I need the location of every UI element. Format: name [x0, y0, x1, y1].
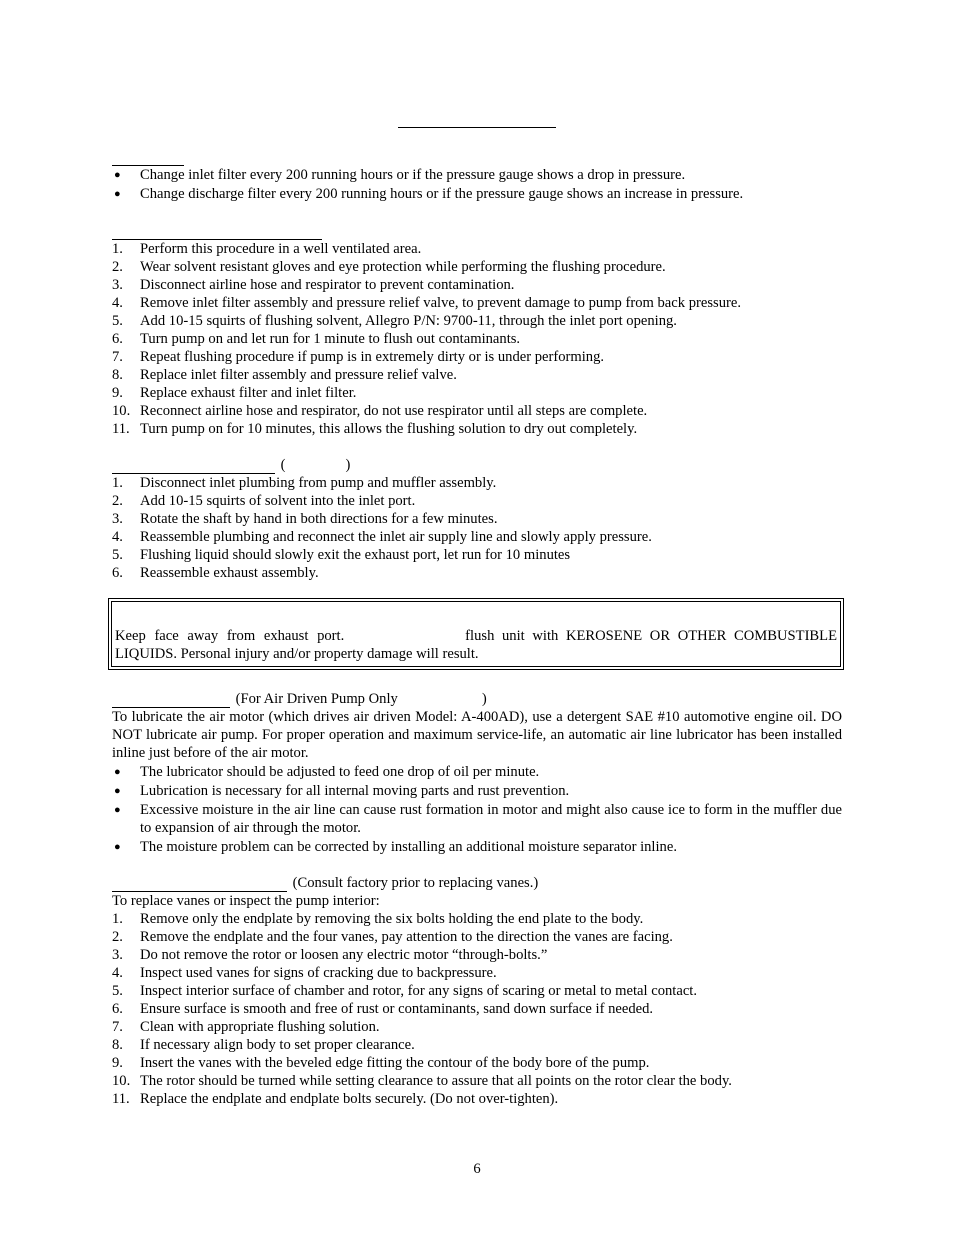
step-text: Replace exhaust filter and inlet filter.	[140, 385, 357, 401]
step-text: Add 10-15 squirts of solvent into the inlet port.	[140, 493, 416, 509]
step-text: Insert the vanes with the beveled edge fitting the contour of the body bore of the pump.	[140, 1055, 650, 1071]
list-item	[112, 564, 842, 582]
list-item	[112, 492, 842, 510]
step-number: 4.	[112, 529, 123, 545]
step-number: 5.	[112, 313, 123, 329]
step-text: Repeat flushing procedure if pump is in extremely dirty or is under performing.	[140, 349, 605, 365]
list-item: ● Change discharge filter every 200 running hours or if the pressure gauge shows an increase in pressure.	[114, 186, 744, 202]
step-text: Inspect used vanes for signs of cracking due to backpressure.	[140, 965, 497, 981]
list-item	[112, 402, 842, 420]
step-text: Clean with appropriate flushing solution.	[140, 1019, 380, 1035]
step-number: 10.	[112, 403, 131, 419]
step-text: Inspect interior surface of chamber and rotor, for any signs of scaring or metal to metal contact.	[140, 983, 698, 999]
list-item: ● Lubrication is necessary for all internal moving parts and rust prevention.	[114, 783, 570, 799]
step-number: 11.	[112, 1091, 130, 1107]
step-number: 2.	[112, 493, 123, 509]
filters-list	[112, 166, 842, 203]
flushing-section	[112, 222, 842, 438]
step-number: 1.	[112, 911, 123, 927]
lubrication-heading: (For Air Driven Pump Only )	[112, 690, 842, 708]
lubrication-section	[112, 690, 842, 856]
list-item	[112, 348, 842, 366]
list-item	[112, 1018, 842, 1036]
list-item	[112, 1054, 842, 1072]
list-item	[112, 928, 842, 946]
filters-heading	[112, 148, 842, 166]
page-number: 6	[473, 1161, 481, 1177]
vanes-heading: (Consult factory prior to replacing vanes.)	[112, 874, 842, 892]
step-number: 1.	[112, 241, 123, 257]
bullet-icon: ●	[114, 766, 121, 778]
list-item	[112, 510, 842, 528]
step-number: 9.	[112, 385, 123, 401]
step-number: 3.	[112, 277, 123, 293]
step-text: Rotate the shaft by hand in both directions for a few minutes.	[140, 511, 498, 527]
step-text: Remove inlet filter assembly and pressure relief valve, to prevent damage to pump from back pressure.	[140, 295, 741, 311]
bullet-icon: ●	[114, 785, 121, 797]
list-item	[112, 366, 842, 384]
step-text: Replace inlet filter assembly and pressure relief valve.	[140, 367, 457, 383]
list-item: ● The moisture problem can be corrected by installing an additional moisture separator inline.	[114, 839, 677, 855]
step-text: Do not remove the rotor or loosen any electric motor “through-bolts.”	[140, 947, 548, 963]
step-text: Remove the endplate and the four vanes, pay attention to the direction the vanes are facing.	[140, 929, 673, 945]
list-item	[112, 528, 842, 546]
step-number: 2.	[112, 929, 123, 945]
list-item	[112, 1000, 842, 1018]
warning-text: Keep face away from exhaust port. flush unit with KEROSENE OR OTHER COMBUSTIBLE LIQUIDS. Personal injury and/or property damage will result.	[115, 628, 837, 662]
bullet-icon: ●	[114, 169, 121, 181]
step-number: 10.	[112, 1073, 131, 1089]
lubrication-paragraph: To lubricate the air motor (which drives air driven Model: A-400AD), use a detergent SAE #10 automotive engine oil. DO NOT lubricate air pump. For proper operation and maximum service-life, an automatic air line lubricator has been installed inline just before of the air motor.	[112, 709, 842, 761]
step-number: 8.	[112, 367, 123, 383]
step-number: 6.	[112, 565, 123, 581]
list-item: ● Excessive moisture in the air line can cause rust formation in motor and might also cause ice to form in the muffler due to expansion of air through the motor.	[114, 802, 842, 836]
list-item	[112, 240, 842, 258]
step-text: Wear solvent resistant gloves and eye protection while performing the flushing procedure.	[140, 259, 666, 275]
step-number: 7.	[112, 1019, 123, 1035]
vanes-steps	[112, 910, 842, 1108]
step-text: Reassemble plumbing and reconnect the inlet air supply line and slowly apply pressure.	[140, 529, 652, 545]
vanes-section	[112, 874, 842, 1108]
list-item: ● The lubricator should be adjusted to feed one drop of oil per minute.	[114, 764, 540, 780]
step-number: 4.	[112, 295, 123, 311]
step-text: Turn pump on for 10 minutes, this allows the flushing solution to dry out completely.	[140, 421, 638, 437]
motor-flush-heading: ( )	[112, 456, 842, 474]
list-item	[112, 1072, 842, 1090]
warning-box	[108, 598, 844, 670]
list-item	[112, 546, 842, 564]
step-number: 6.	[112, 1001, 123, 1017]
list-item	[112, 312, 842, 330]
step-number: 8.	[112, 1037, 123, 1053]
bullet-icon: ●	[114, 841, 121, 853]
step-text: Disconnect inlet plumbing from pump and muffler assembly.	[140, 475, 497, 491]
filters-section	[112, 148, 842, 203]
list-item	[112, 294, 842, 312]
page-title-underline	[398, 127, 556, 128]
step-text: Perform this procedure in a well ventilated area.	[140, 241, 422, 257]
step-number: 7.	[112, 349, 123, 365]
step-number: 1.	[112, 475, 123, 491]
step-text: Turn pump on and let run for 1 minute to flush out contaminants.	[140, 331, 521, 347]
step-number: 11.	[112, 421, 130, 437]
step-text: Flushing liquid should slowly exit the exhaust port, let run for 10 minutes	[140, 547, 571, 563]
step-text: Remove only the endplate by removing the six bolts holding the end plate to the body.	[140, 911, 644, 927]
step-text: Disconnect airline hose and respirator to prevent contamination.	[140, 277, 515, 293]
list-item	[112, 420, 842, 438]
list-item	[112, 964, 842, 982]
step-number: 6.	[112, 331, 123, 347]
motor-flush-steps	[112, 474, 842, 582]
step-text: The rotor should be turned while setting clearance to assure that all points on the rotor clear the body.	[140, 1073, 732, 1089]
list-item	[112, 474, 842, 492]
list-item	[112, 258, 842, 276]
step-number: 5.	[112, 983, 123, 999]
list-item	[112, 1090, 842, 1108]
step-text: Reconnect airline hose and respirator, do not use respirator until all steps are complete.	[140, 403, 648, 419]
lubrication-list	[112, 763, 842, 856]
flushing-steps	[112, 240, 842, 438]
list-item	[112, 910, 842, 928]
step-text: Replace the endplate and endplate bolts securely. (Do not over-tighten).	[140, 1091, 559, 1107]
step-text: If necessary align body to set proper clearance.	[140, 1037, 415, 1053]
motor-flush-section	[112, 456, 842, 582]
list-item	[112, 384, 842, 402]
step-number: 2.	[112, 259, 123, 275]
list-item	[112, 276, 842, 294]
step-text: Ensure surface is smooth and free of rust or contaminants, sand down surface if needed.	[140, 1001, 654, 1017]
flushing-heading	[112, 222, 842, 240]
list-item: ● Change inlet filter every 200 running hours or if the pressure gauge shows a drop in pressure.	[114, 167, 686, 183]
list-item	[112, 1036, 842, 1054]
bullet-icon: ●	[114, 804, 121, 816]
step-number: 3.	[112, 947, 123, 963]
vanes-intro: To replace vanes or inspect the pump interior:	[112, 893, 380, 909]
step-number: 4.	[112, 965, 123, 981]
step-number: 5.	[112, 547, 123, 563]
list-item	[112, 330, 842, 348]
list-item	[112, 946, 842, 964]
bullet-icon: ●	[114, 188, 121, 200]
step-text: Add 10-15 squirts of flushing solvent, Allegro P/N: 9700-11, through the inlet port opening.	[140, 313, 677, 329]
list-item	[112, 982, 842, 1000]
step-number: 3.	[112, 511, 123, 527]
step-number: 9.	[112, 1055, 123, 1071]
step-text: Reassemble exhaust assembly.	[140, 565, 319, 581]
